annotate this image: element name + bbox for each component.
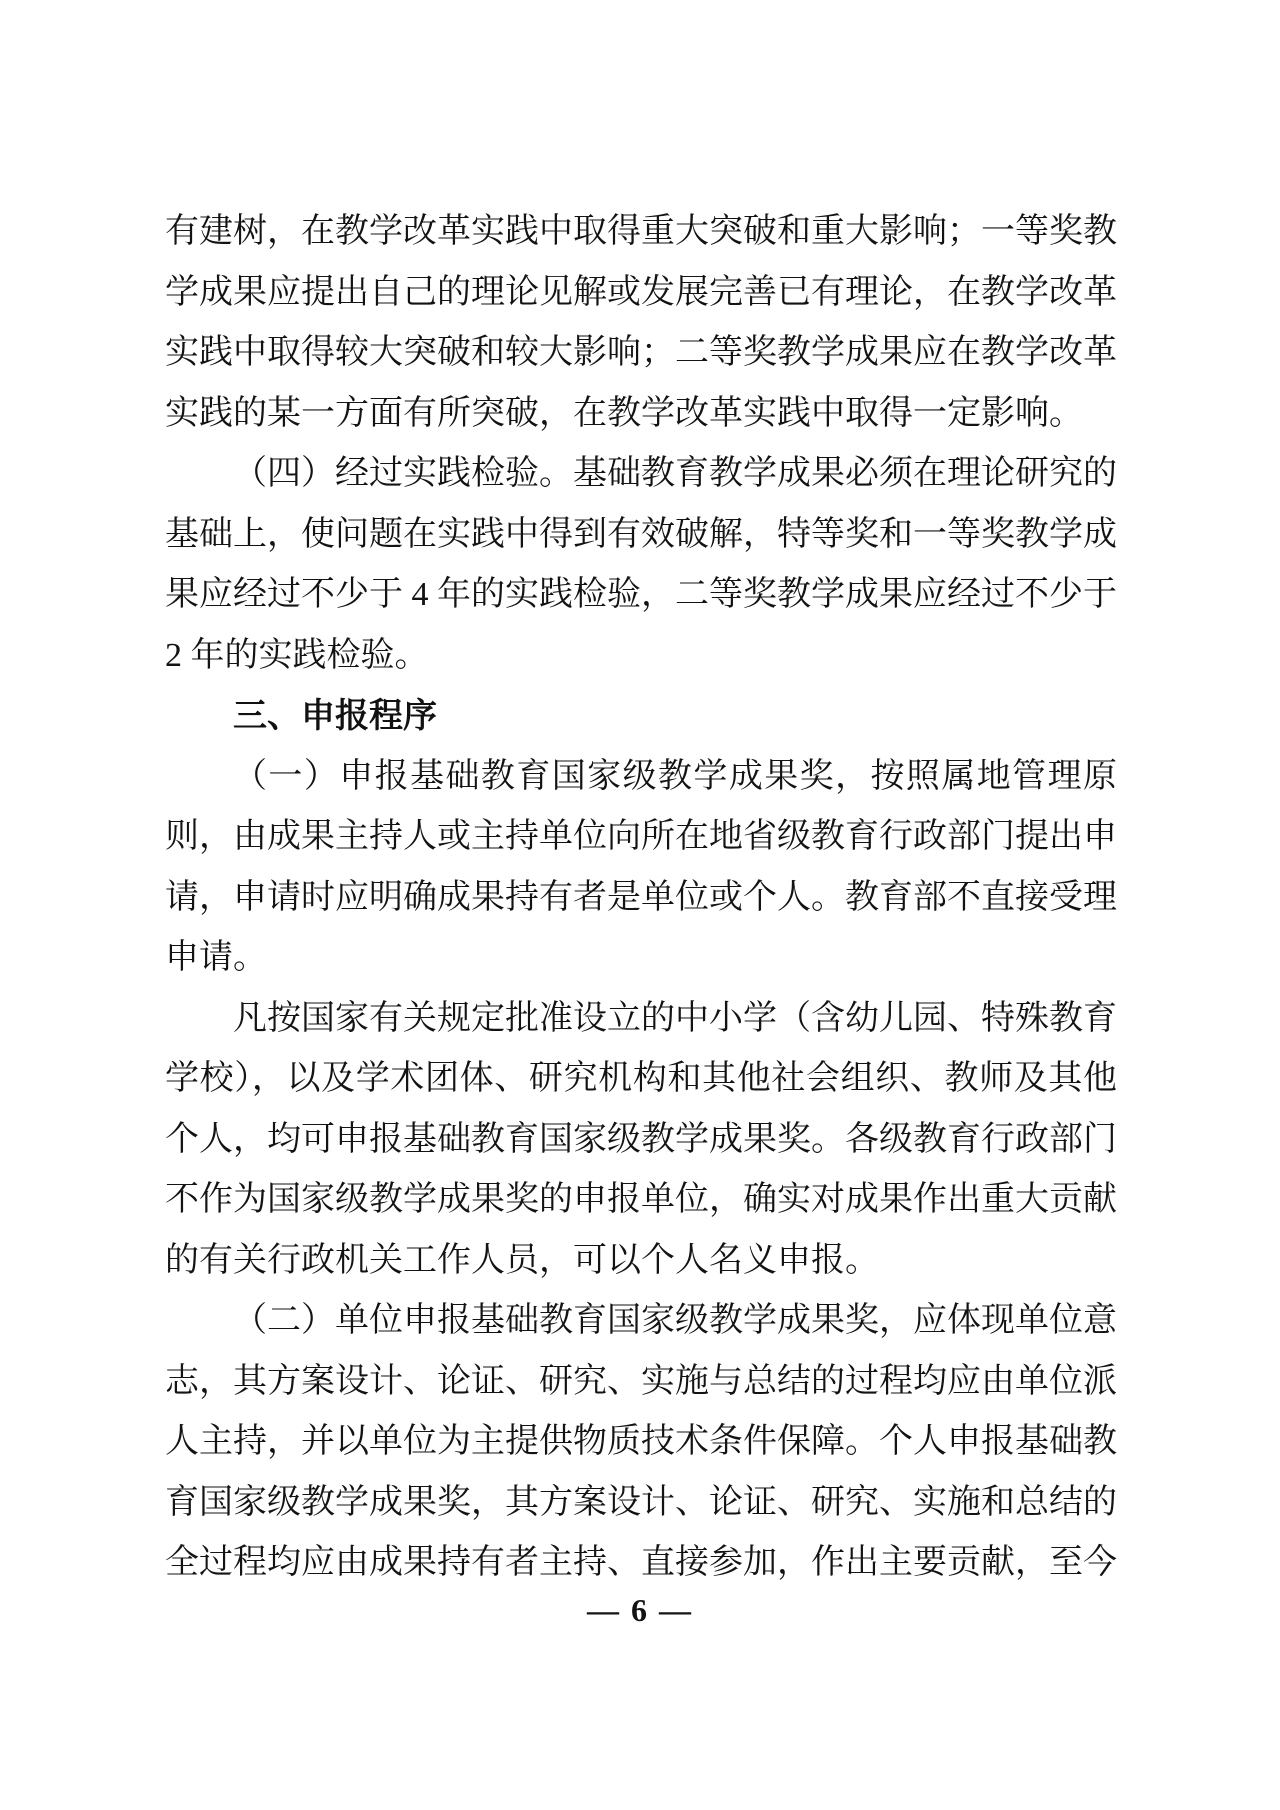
section-heading-application-procedure: 三、申报程序 [233,697,437,735]
page-number: — 6 — [587,1592,693,1628]
paragraph-item-one: （一）申报基础教育国家级教学成果奖，按照属地管理原则，由成果主持人或主持单位向所在地省级教育行政部门提出申请，申请时应明确成果持有者是单位或个人。教育部不直接受理申请。 [165,757,1117,976]
document-body [165,202,1117,1594]
page-footer [0,1592,1280,1629]
paragraph-continuation: 有建树，在教学改革实践中取得重大突破和重大影响；一等奖教学成果应提出自己的理论见解或发展完善已有理论，在教学改革实践中取得较大突破和较大影响；二等奖教学成果应在教学改革实践的某一方面有所突破，在教学改革实践中取得一定影响。 [165,213,1117,432]
paragraph-item-two: （二）单位申报基础教育国家级教学成果奖，应体现单位意志，其方案设计、论证、研究、实施与总结的过程均应由单位派人主持，并以单位为主提供物质技术条件保障。个人申报基础教育国家级教学成果奖，其方案设计、论证、研究、实施和总结的全过程均应由成果持有者主持、直接参加，作出主要贡献，至今 [165,1302,1117,1581]
paragraph-item-four: （四）经过实践检验。基础教育教学成果必须在理论研究的基础上，使问题在实践中得到有效破解，特等奖和一等奖教学成果应经过不少于 4 年的实践检验，二等奖教学成果应经过不少于 2 年的实践检验。 [165,455,1117,674]
paragraph-eligible-applicants: 凡按国家有关规定批准设立的中小学（含幼儿园、特殊教育学校），以及学术团体、研究机构和其他社会组织、教师及其他个人，均可申报基础教育国家级教学成果奖。各级教育行政部门不作为国家级教学成果奖的申报单位，确实对成果作出重大贡献的有关行政机关工作人员，可以个人名义申报。 [165,999,1117,1279]
